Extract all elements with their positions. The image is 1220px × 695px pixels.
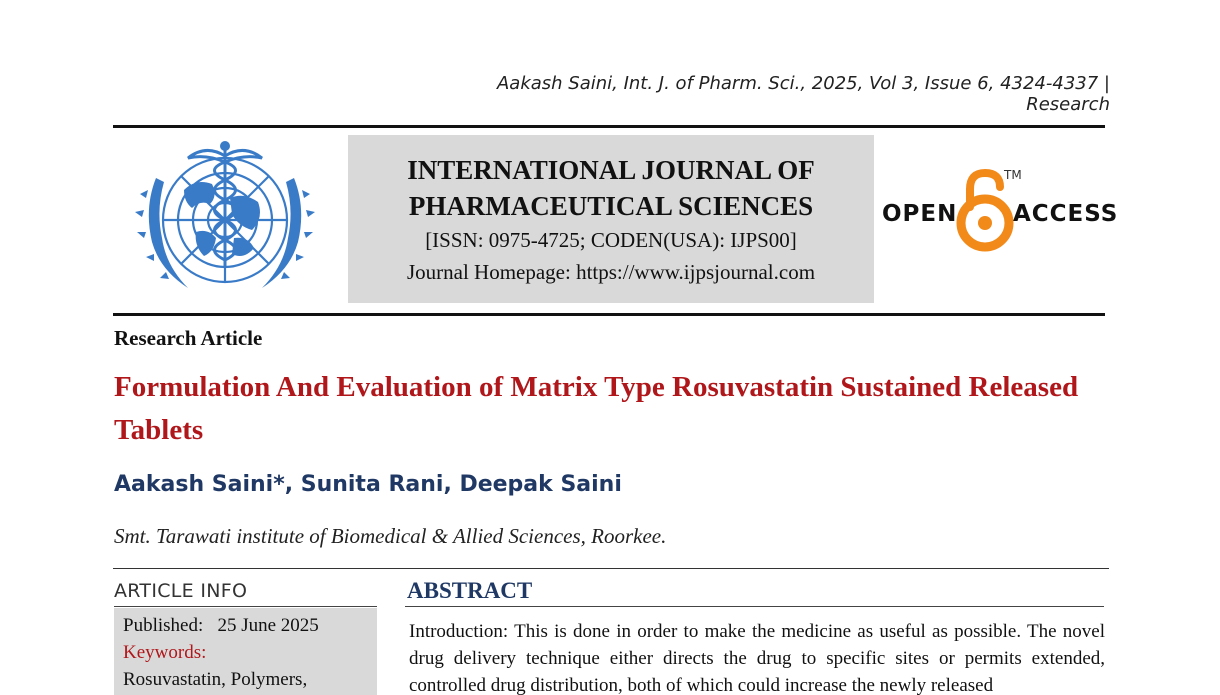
article-info-heading: ARTICLE INFO	[114, 580, 248, 602]
open-access-word2: ACCESS	[1013, 201, 1119, 227]
article-info-box	[114, 608, 377, 695]
author-list: Aakash Saini*, Sunita Rani, Deepak Saini	[114, 472, 622, 497]
article-title: Formulation And Evaluation of Matrix Type Rosuvastatin Sustained Released Tablets	[114, 371, 1079, 446]
trademark-mark: TM	[1004, 168, 1022, 182]
article-type-label: Research Article	[114, 326, 263, 350]
open-access-word1: OPEN	[882, 201, 958, 227]
un-emblem-with-caduceus-icon	[126, 138, 324, 306]
masthead-divider	[113, 313, 1105, 316]
open-access-logo	[880, 165, 1119, 255]
homepage-line: Journal Homepage: https://www.ijpsjournal.com	[406, 260, 816, 284]
abstract-text: Introduction: This is done in order to make the medicine as useful as possible. The novel drug delivery technique either directs the drug to specific sites or permits extended, controlled drug distribution, both of which could increase the newly released	[409, 621, 1105, 695]
keywords-label: Keywords:	[123, 642, 207, 663]
journal-masthead	[348, 135, 874, 303]
abstract-heading: ABSTRACT	[407, 578, 533, 603]
keywords-list: Rosuvastatin, Polymers,	[123, 669, 308, 690]
issn-line: [ISSN: 0975-4725; CODEN(USA): IJPS00]	[425, 228, 797, 252]
top-divider	[113, 125, 1105, 128]
section-divider	[113, 568, 1109, 569]
article-info-rule	[114, 606, 377, 607]
published-label: Published:	[123, 615, 204, 636]
author-affiliation: Smt. Tarawati institute of Biomedical & Allied Sciences, Roorkee.	[114, 524, 667, 548]
journal-name-line1: INTERNATIONAL JOURNAL OF	[407, 155, 815, 185]
published-row	[123, 612, 377, 639]
journal-name-line2: PHARMACEUTICAL SCIENCES	[408, 191, 814, 221]
abstract-rule	[405, 606, 1104, 607]
published-date: 25 June 2025	[217, 615, 319, 636]
running-header-citation: Aakash Saini, Int. J. of Pharm. Sci., 2025, Vol 3, Issue 6, 4324-4337 | Research	[496, 73, 1110, 115]
